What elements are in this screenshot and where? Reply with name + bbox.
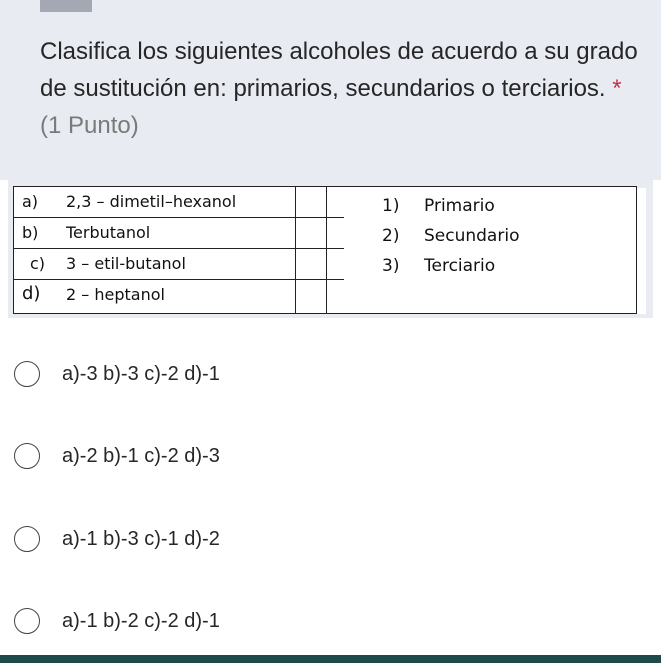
option-name: Terciario bbox=[424, 256, 496, 276]
question-text: Clasifica los siguientes alcoholes de acuerdo a su grado de sustitución en: primarios, secundarios o terciarios. bbox=[40, 38, 638, 102]
bottom-accent-bar bbox=[0, 655, 661, 663]
answer-choice-1[interactable] bbox=[14, 361, 434, 391]
row-letter: a) bbox=[22, 192, 39, 211]
row-compound-name: Terbutanol bbox=[66, 223, 151, 242]
choice-label: a)-3 b)-3 c)-2 d)-1 bbox=[62, 363, 220, 385]
choice-label: a)-2 b)-1 c)-2 d)-3 bbox=[62, 445, 220, 467]
radio-button[interactable] bbox=[14, 443, 40, 469]
question-title bbox=[40, 33, 640, 144]
radio-button[interactable] bbox=[14, 361, 40, 387]
matching-table-image bbox=[13, 186, 637, 314]
option-name: Secundario bbox=[424, 226, 520, 246]
option-name: Primario bbox=[424, 196, 495, 216]
question-points: (1 Punto) bbox=[40, 112, 139, 139]
answer-choice-3[interactable] bbox=[14, 526, 434, 556]
answer-choice-2[interactable] bbox=[14, 443, 434, 473]
table-divider-line bbox=[326, 187, 327, 313]
row-compound-name: 2,3 – dimetil–hexanol bbox=[66, 192, 237, 211]
row-letter: c) bbox=[30, 254, 46, 273]
table-divider-line bbox=[295, 187, 296, 313]
header-tab-marker bbox=[40, 0, 92, 12]
row-compound-name: 2 – heptanol bbox=[66, 285, 165, 304]
radio-button[interactable] bbox=[14, 608, 40, 634]
row-letter: d) bbox=[22, 283, 41, 304]
choice-label: a)-1 b)-3 c)-1 d)-2 bbox=[62, 528, 220, 550]
question-header-panel bbox=[0, 0, 661, 180]
choice-label: a)-1 b)-2 c)-2 d)-1 bbox=[62, 610, 220, 632]
radio-button[interactable] bbox=[14, 526, 40, 552]
row-letter: b) bbox=[22, 223, 39, 242]
option-number: 3) bbox=[382, 256, 400, 276]
row-compound-name: 3 – etil-butanol bbox=[66, 254, 186, 273]
option-number: 1) bbox=[382, 196, 400, 216]
required-asterisk: * bbox=[612, 75, 622, 102]
option-number: 2) bbox=[382, 226, 400, 246]
answer-choice-4[interactable] bbox=[14, 608, 434, 638]
